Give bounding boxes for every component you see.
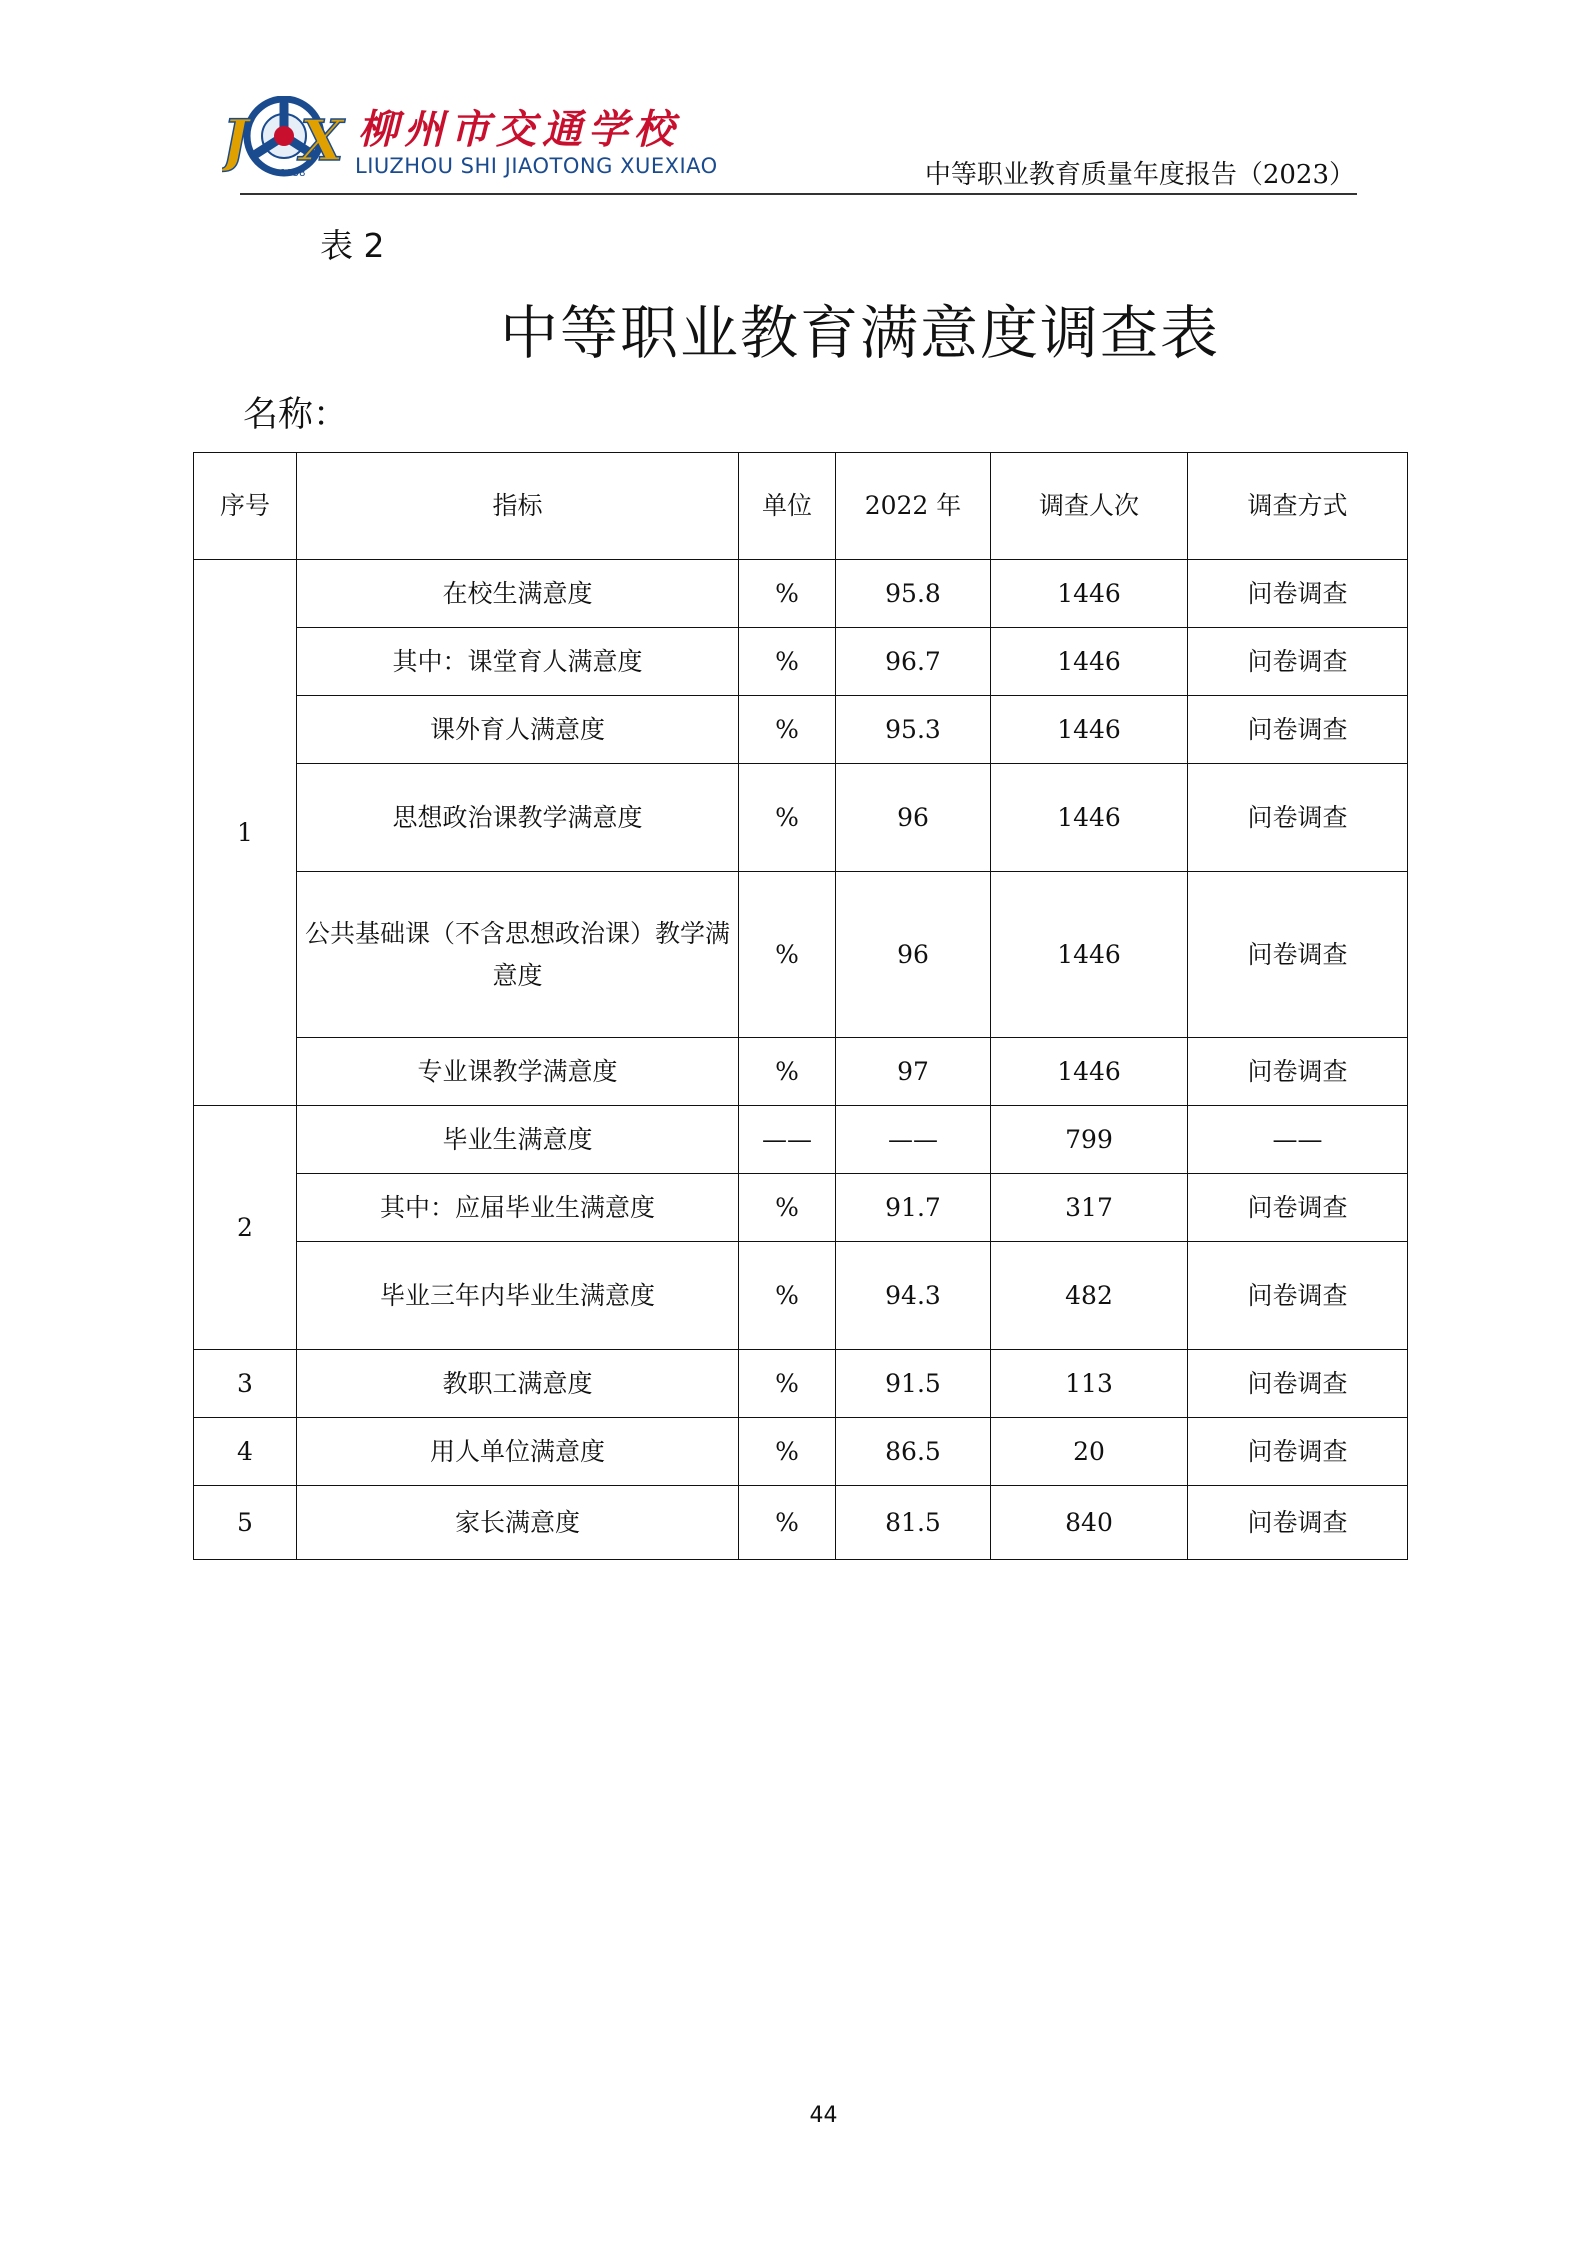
value-cell: 94.3 [836, 1242, 991, 1350]
indicator-cell: 毕业生满意度 [297, 1106, 739, 1174]
header-divider [240, 193, 1357, 195]
table-row [194, 1174, 1408, 1242]
svg-text:J: J [222, 108, 249, 174]
indicator-cell: 教职工满意度 [297, 1350, 739, 1418]
count-cell: 1446 [991, 628, 1188, 696]
value-cell: 91.7 [836, 1174, 991, 1242]
value-cell: —— [836, 1106, 991, 1174]
table-label: 表 2 [320, 226, 385, 265]
table-row [194, 1106, 1408, 1174]
unit-cell: % [739, 1174, 836, 1242]
table-row [194, 1350, 1408, 1418]
table-header-row [194, 453, 1408, 560]
col-header-year: 2022 年 [836, 453, 991, 560]
method-cell: 问卷调查 [1188, 1486, 1408, 1560]
indicator-cell: 思想政治课教学满意度 [297, 764, 739, 872]
method-cell: 问卷调查 [1188, 764, 1408, 872]
row-number: 5 [194, 1486, 297, 1560]
method-cell: 问卷调查 [1188, 1174, 1408, 1242]
table-row [194, 628, 1408, 696]
col-header-count: 调查人次 [991, 453, 1188, 560]
method-cell: 问卷调查 [1188, 1038, 1408, 1106]
method-cell: 问卷调查 [1188, 1418, 1408, 1486]
indicator-cell: 在校生满意度 [297, 560, 739, 628]
count-cell: 1446 [991, 1038, 1188, 1106]
unit-cell: % [739, 560, 836, 628]
unit-cell: % [739, 872, 836, 1038]
indicator-cell: 课外育人满意度 [297, 696, 739, 764]
col-header-method: 调查方式 [1188, 453, 1408, 560]
unit-cell: % [739, 1418, 836, 1486]
count-cell: 1446 [991, 764, 1188, 872]
value-cell: 97 [836, 1038, 991, 1106]
indicator-cell: 其中：应届毕业生满意度 [297, 1174, 739, 1242]
indicator-cell: 毕业三年内毕业生满意度 [297, 1242, 739, 1350]
row-number: 1 [194, 560, 297, 1106]
indicator-cell: 其中：课堂育人满意度 [297, 628, 739, 696]
col-header-unit: 单位 [739, 453, 836, 560]
school-name-en: LIUZHOU SHI JIAOTONG XUEXIAO [355, 154, 718, 178]
method-cell: 问卷调查 [1188, 1350, 1408, 1418]
unit-cell: —— [739, 1106, 836, 1174]
value-cell: 91.5 [836, 1350, 991, 1418]
col-header-indicator: 指标 [297, 453, 739, 560]
method-cell: 问卷调查 [1188, 1242, 1408, 1350]
value-cell: 96.7 [836, 628, 991, 696]
method-cell: 问卷调查 [1188, 560, 1408, 628]
unit-cell: % [739, 764, 836, 872]
method-cell: 问卷调查 [1188, 696, 1408, 764]
school-emblem-icon [222, 96, 347, 182]
table-row [194, 1242, 1408, 1350]
school-name-cn: 柳州市交通学校 [358, 106, 680, 153]
name-label: 名称： [243, 395, 349, 435]
table-row [194, 1038, 1408, 1106]
count-cell: 799 [991, 1106, 1188, 1174]
table-row [194, 872, 1408, 1038]
page-number: 44 [809, 2103, 838, 2128]
value-cell: 96 [836, 872, 991, 1038]
count-cell: 1446 [991, 872, 1188, 1038]
row-number: 4 [194, 1418, 297, 1486]
table-row [194, 764, 1408, 872]
indicator-cell: 家长满意度 [297, 1486, 739, 1560]
svg-text:1958: 1958 [280, 168, 306, 179]
value-cell: 95.8 [836, 560, 991, 628]
satisfaction-survey-table [193, 452, 1408, 1560]
table-row [194, 560, 1408, 628]
indicator-cell: 专业课教学满意度 [297, 1038, 739, 1106]
count-cell: 1446 [991, 696, 1188, 764]
unit-cell: % [739, 696, 836, 764]
unit-cell: % [739, 628, 836, 696]
table-row [194, 1486, 1408, 1560]
count-cell: 840 [991, 1486, 1188, 1560]
table-row [194, 696, 1408, 764]
unit-cell: % [739, 1486, 836, 1560]
school-logo [222, 96, 722, 182]
count-cell: 482 [991, 1242, 1188, 1350]
unit-cell: % [739, 1350, 836, 1418]
unit-cell: % [739, 1242, 836, 1350]
method-cell: 问卷调查 [1188, 872, 1408, 1038]
count-cell: 1446 [991, 560, 1188, 628]
col-header-number: 序号 [194, 453, 297, 560]
indicator-cell: 用人单位满意度 [297, 1418, 739, 1486]
report-header-title: 中等职业教育质量年度报告（2023） [924, 160, 1355, 190]
value-cell: 86.5 [836, 1418, 991, 1486]
svg-text:X: X [300, 108, 344, 174]
method-cell: —— [1188, 1106, 1408, 1174]
value-cell: 95.3 [836, 696, 991, 764]
indicator-cell: 公共基础课（不含思想政治课）教学满意度 [297, 872, 739, 1038]
unit-cell: % [739, 1038, 836, 1106]
table-row [194, 1418, 1408, 1486]
value-cell: 81.5 [836, 1486, 991, 1560]
page-title: 中等职业教育满意度调查表 [499, 299, 1220, 367]
row-number: 2 [194, 1106, 297, 1350]
method-cell: 问卷调查 [1188, 628, 1408, 696]
count-cell: 317 [991, 1174, 1188, 1242]
row-number: 3 [194, 1350, 297, 1418]
value-cell: 96 [836, 764, 991, 872]
count-cell: 113 [991, 1350, 1188, 1418]
count-cell: 20 [991, 1418, 1188, 1486]
